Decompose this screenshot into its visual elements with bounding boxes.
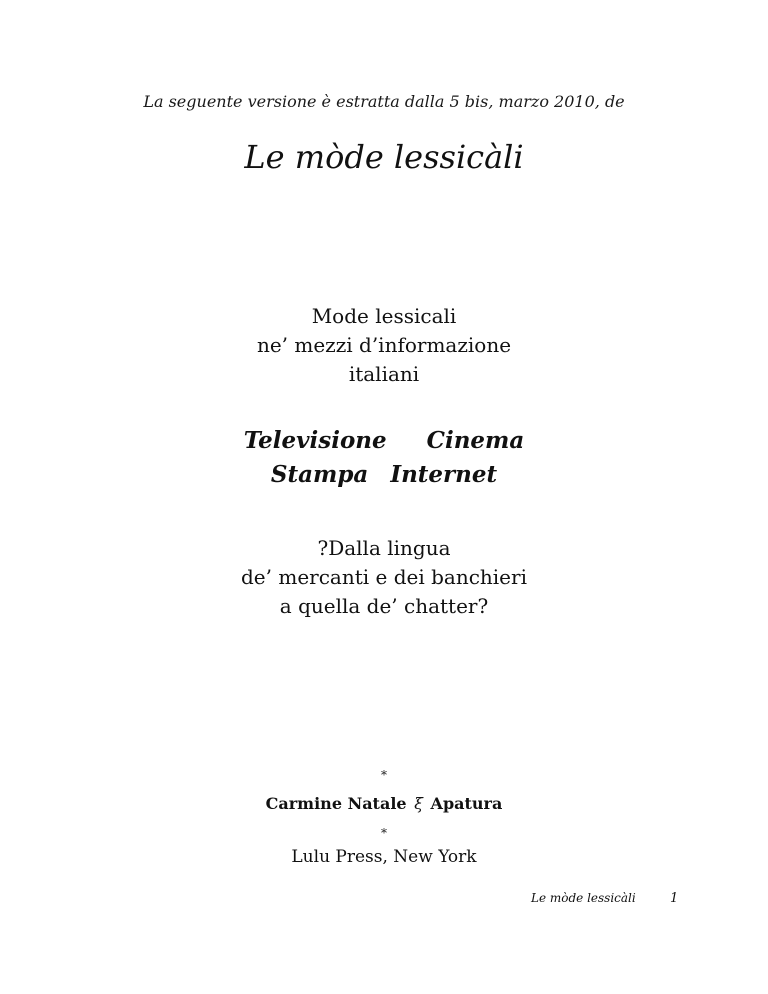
media-row-2 <box>0 458 768 492</box>
media-block <box>0 424 768 492</box>
subtitle-line-1: Mode lessicali <box>311 304 457 328</box>
subtitle-line-3: italiani <box>348 362 420 386</box>
publisher: Lulu Press, New York <box>291 847 477 867</box>
media-television: Televisione <box>243 427 387 454</box>
question-block <box>0 534 768 621</box>
page-number: 1 <box>670 891 679 906</box>
author-second: Apatura <box>430 794 503 813</box>
media-internet: Internet <box>390 461 498 488</box>
question-line-2: de’ mercanti e dei banchieri <box>241 565 527 589</box>
subtitle-block <box>0 302 768 389</box>
running-title: Le mòde lessicàli <box>531 891 636 905</box>
separator-asterisk-bottom: * <box>381 826 387 840</box>
author-symbol: ξ <box>414 794 423 813</box>
main-title: Le mòde lessicàli <box>244 138 524 176</box>
question-line-1: ?Dalla lingua <box>317 536 451 560</box>
media-row-1 <box>0 424 768 458</box>
subtitle-line-2: ne’ mezzi d’informazione <box>256 333 512 357</box>
separator-asterisk-top: * <box>381 768 387 782</box>
media-cinema: Cinema <box>426 427 525 454</box>
intro-line: La seguente versione è estratta dalla 5 bis, marzo 2010, de <box>143 92 625 111</box>
author-line <box>0 794 768 813</box>
media-press: Stampa <box>270 461 369 488</box>
question-line-3: a quella de’ chatter? <box>279 594 489 618</box>
author-first: Carmine Natale <box>265 794 407 813</box>
